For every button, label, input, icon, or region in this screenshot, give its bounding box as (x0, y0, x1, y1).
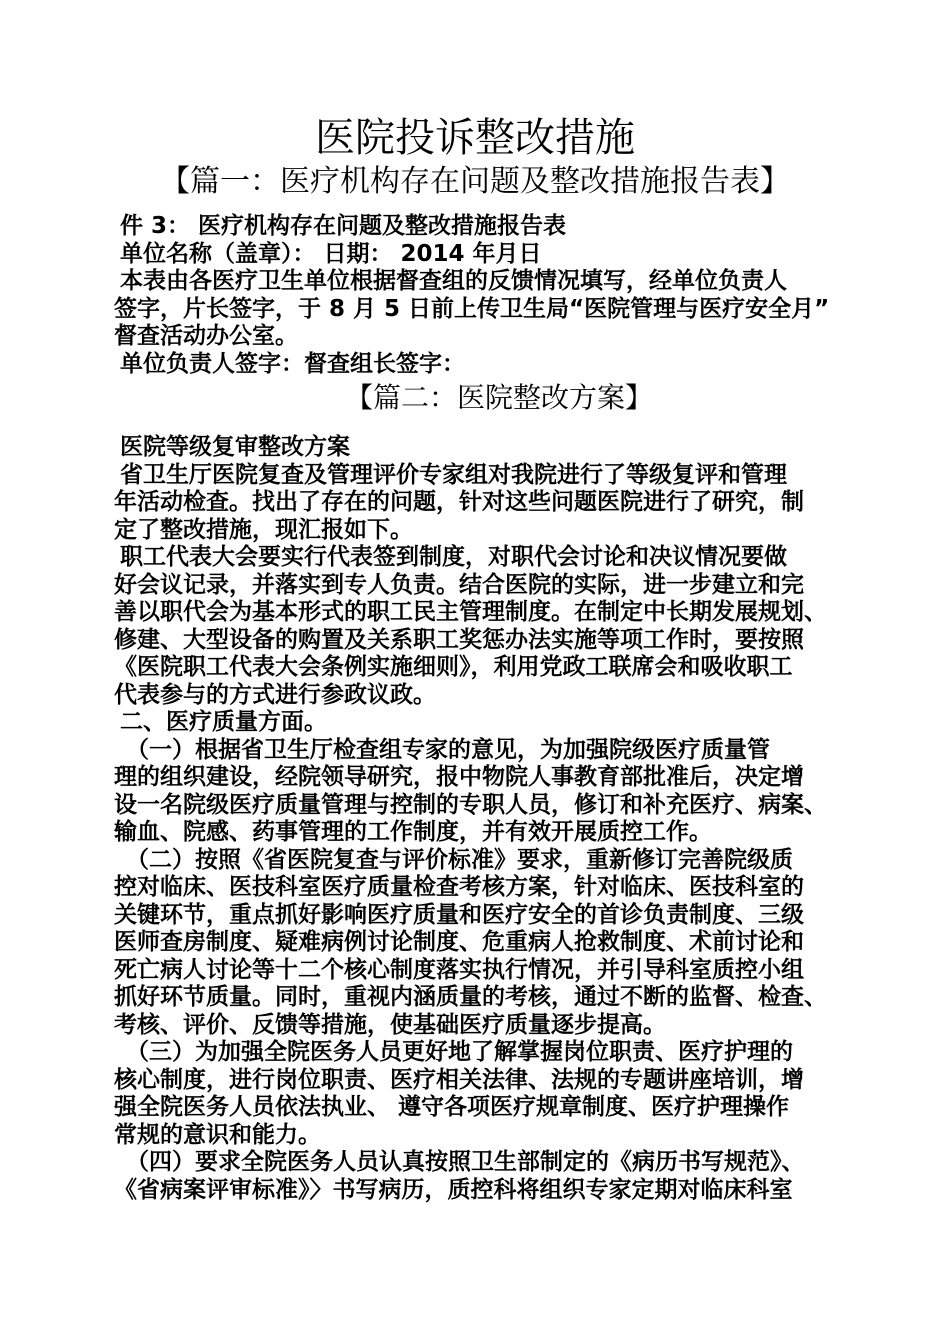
paragraph-line: 定了整改措施，现汇报如下。 (114, 516, 413, 543)
paragraph-line: 二、医疗质量方面。 (120, 709, 327, 735)
paragraph-line: 核心制度，进行岗位职责、医疗相关法律、法规的专题讲座培训，增 (114, 1066, 804, 1093)
paragraph-line: 考核、评价、反馈等措施，使基础医疗质量逐步提高。 (114, 1011, 666, 1038)
paragraph-line: 强全院医务人员依法执业、 遵守各项医疗规章制度、医疗护理操作 (114, 1094, 790, 1120)
section-2-body (114, 434, 844, 1204)
paragraph-line: 代表参与的方式进行参政议政。 (114, 681, 436, 708)
paragraph-line: 签字，片长签字，于 8 月 5 日前上传卫生局“医院管理与医疗安全月” (114, 295, 830, 322)
paragraph-line: 年活动检查。找出了存在的问题，针对这些问题医院进行了研究，制 (114, 489, 804, 515)
paragraph-line: （二）按照《省医院复查与评价标准》要求，重新修订完善院级质 (126, 846, 793, 873)
paragraph-line: 单位负责人签字：督查组长签字： (120, 350, 465, 377)
paragraph-line: 关键环节，重点抓好影响医疗质量和医疗安全的首诊负责制度、三级 (114, 901, 804, 928)
paragraph-line: 修建、大型设备的购置及关系职工奖惩办法实施等项工作时，要按照 (114, 626, 804, 653)
paragraph-line: 医师查房制度、疑难病例讨论制度、危重病人抢救制度、术前讨论和 (114, 929, 804, 955)
paragraph-line: 输血、院感、药事管理的工作制度，并有效开展质控工作。 (114, 819, 712, 845)
section-2-header (114, 380, 844, 432)
paragraph-line: 抓好环节质量。同时，重视内涵质量的考核，通过不断的监督、检查、 (114, 984, 827, 1010)
paragraph-line: 常规的意识和能力。 (114, 1121, 321, 1148)
paragraph-line: 省卫生厅医院复查及管理评价专家组对我院进行了等级复评和管理 (120, 461, 787, 488)
section-1-body (114, 213, 844, 378)
paragraph-line: 善以职代会为基本形式的职工民主管理制度。在制定中长期发展规划、 (114, 599, 827, 625)
paragraph-line: 《省病案评审标准》〉书写病历，质控科将组织专家定期对临床科室 (114, 1176, 793, 1203)
paragraph-line: 《医院职工代表大会条例实施细则》，利用党政工联席会和吸收职工 (114, 654, 793, 680)
paragraph-line: 设一名院级医疗质量管理与控制的专职人员，修订和补充医疗、病案、 (114, 791, 827, 818)
paragraph-line: 死亡病人讨论等十二个核心制度落实执行情况，并引导科室质控小组 (114, 956, 804, 983)
paragraph-line: 好会议记录，并落实到专人负责。结合医院的实际，进一步建立和完 (114, 571, 804, 598)
paragraph-line: 件 3： 医疗机构存在问题及整改措施报告表 (120, 213, 567, 239)
paragraph-line: 督查活动办公室。 (114, 323, 298, 349)
paragraph-line: 理的组织建设，经院领导研究，报中物院人事教育部批准后，决定增 (114, 764, 804, 790)
paragraph-line: （四）要求全院医务人员认真按照卫生部制定的《病历书写规范》、 (126, 1149, 805, 1175)
section-1-title: 【篇一：医疗机构存在问题及整改措施报告表】 (160, 164, 790, 199)
paragraph-line: （一）根据省卫生厅检查组专家的意见，为加强院级医疗质量管 (126, 736, 770, 763)
paragraph-line: 控对临床、医技科室医疗质量检查考核方案，针对临床、医技科室的 (114, 874, 804, 900)
paragraph-line: （三）为加强全院医务人员更好地了解掌握岗位职责、医疗护理的 (126, 1039, 793, 1065)
document-title: 医院投诉整改措施 (315, 115, 635, 161)
paragraph-line: 单位名称（盖章）： 日期： 2014 年月日 (120, 240, 542, 267)
section-2-title: 【篇二：医院整改方案】 (344, 381, 653, 414)
paragraph-line: 本表由各医疗卫生单位根据督查组的反馈情况填写，经单位负责人 (120, 268, 787, 294)
paragraph-line: 职工代表大会要实行代表签到制度，对职代会讨论和决议情况要做 (120, 544, 787, 570)
paragraph-line: 医院等级复审整改方案 (120, 434, 350, 460)
